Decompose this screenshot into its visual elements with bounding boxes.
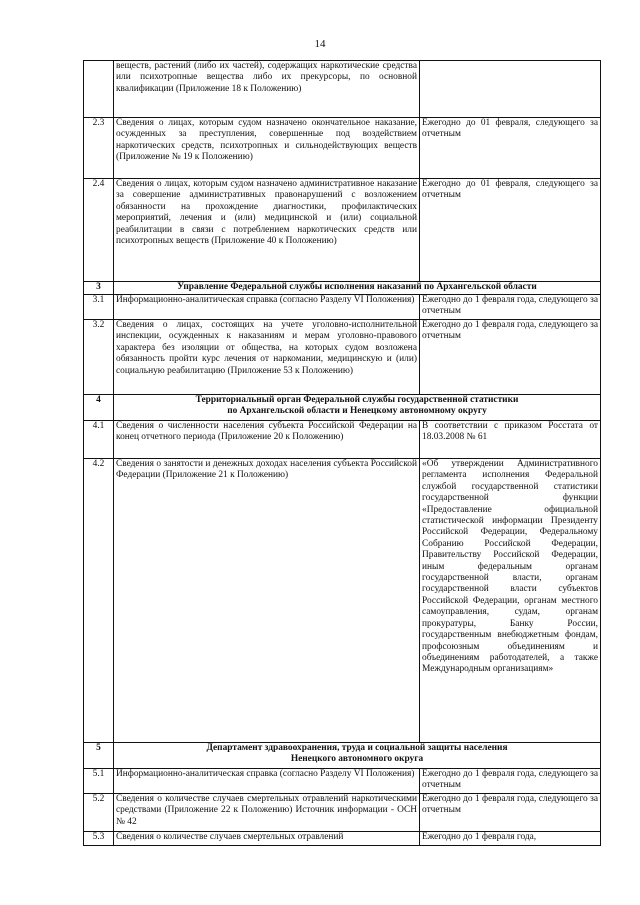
row-description: Сведения о лицах, которым судом назначено административное наказание за совершение административных правонарушений с возложением обязанности на прохождение диагностики, профилактических мероприятий, лечения и (или) медицинской и (или) социальной реабилитации в связи с потреблением наркотических средств или психотропных веществ (Приложение 40 к Положению) bbox=[114, 179, 420, 282]
row-period bbox=[420, 61, 601, 118]
table-row bbox=[84, 61, 601, 118]
row-period: Ежегодно до 01 февраля, следующего за отчетным bbox=[420, 118, 601, 179]
section-title: Управление Федеральной службы исполнения наказаний по Архангельской области bbox=[114, 282, 601, 295]
table-row bbox=[84, 421, 601, 459]
row-period: Ежегодно до 01 февраля, следующего за отчетным bbox=[420, 179, 601, 282]
row-period: В соответствии с приказом Росстата от 18.03.2008 № 61 bbox=[420, 421, 601, 459]
row-number: 5.1 bbox=[84, 769, 114, 794]
table-row bbox=[84, 794, 601, 832]
row-description: Сведения о количестве случаев смертельных отравлений bbox=[114, 832, 420, 846]
row-description: Информационно-аналитическая справка (согласно Разделу VI Положения) bbox=[114, 769, 420, 794]
row-number: 5.3 bbox=[84, 832, 114, 846]
row-description: Сведения о количестве случаев смертельных отравлений наркотическими средствами (Приложение 22 к Положению) Источник информации - ОСН № 42 bbox=[114, 794, 420, 832]
section-row bbox=[84, 282, 601, 295]
row-description: Сведения о занятости и денежных доходах населения субъекта Российской Федерации (Приложение 21 к Положению) bbox=[114, 459, 420, 743]
row-period: Ежегодно до 1 февраля года, следующего за отчетным bbox=[420, 769, 601, 794]
table-row bbox=[84, 769, 601, 794]
section-title bbox=[114, 395, 601, 421]
table-row bbox=[84, 459, 601, 743]
section-title-line-1: Территориальный орган Федеральной службы государственной статистики bbox=[195, 395, 519, 405]
section-title bbox=[114, 743, 601, 769]
row-number: 3.2 bbox=[84, 320, 114, 395]
row-period: «Об утверждении Административного регламента исполнения Федеральной службой государственной статистики государственной функции «Предоставление официальной статистической информации Президенту Российской Федерации, Федеральному Собранию Российской Федерации, Правительству Российской Федерации, иным федеральным органам государственной власти, органам государственной власти субъектов Российской Федерации, органам местного самоуправления, судам, органам прокуратуры, Банку России, государственным внебюджетным фондам, профсоюзным объединениям и объединениям работодателей, а также Международным организациям» bbox=[420, 459, 601, 743]
row-description: Сведения о численности населения субъекта Российской Федерации на конец отчетного периода (Приложение 20 к Положению) bbox=[114, 421, 420, 459]
row-number: 4.2 bbox=[84, 459, 114, 743]
table-row bbox=[84, 295, 601, 320]
section-number: 3 bbox=[84, 282, 114, 295]
section-number: 4 bbox=[84, 395, 114, 421]
page-number: 14 bbox=[314, 38, 326, 50]
section-title-line-1: Департамент здравоохранения, труда и социальной защиты населения bbox=[206, 743, 508, 753]
table-row bbox=[84, 832, 601, 846]
row-period: Ежегодно до 1 февраля года, следующего за отчетным bbox=[420, 320, 601, 395]
row-number: 3.1 bbox=[84, 295, 114, 320]
row-period: Ежегодно до 1 февраля года, bbox=[420, 832, 601, 846]
section-title-line-2: по Архангельской области и Ненецкому автономному округу bbox=[227, 406, 487, 417]
row-number: 4.1 bbox=[84, 421, 114, 459]
table-row bbox=[84, 179, 601, 282]
row-description: Информационно-аналитическая справка (согласно Разделу VI Положения) bbox=[114, 295, 420, 320]
row-description: Сведения о лицах, которым судом назначено окончательное наказание, осужденных за преступления, совершенные под воздействием наркотических средств, психотропных и сильнодействующих веществ (Приложение № 19 к Положению) bbox=[114, 118, 420, 179]
row-period: Ежегодно до 1 февраля года, следующего за отчетным bbox=[420, 295, 601, 320]
table-row bbox=[84, 118, 601, 179]
row-number: 5.2 bbox=[84, 794, 114, 832]
section-row bbox=[84, 743, 601, 769]
row-period: Ежегодно до 1 февраля года, следующего за отчетным bbox=[420, 794, 601, 832]
section-row bbox=[84, 395, 601, 421]
report-table bbox=[83, 60, 601, 846]
row-description: веществ, растений (либо их частей), содержащих наркотические средства или психотропные вещества либо их прекурсоры, по основной квалификации (Приложение 18 к Положению) bbox=[114, 61, 420, 118]
row-number: 2.4 bbox=[84, 179, 114, 282]
section-number: 5 bbox=[84, 743, 114, 769]
row-number: 2.3 bbox=[84, 118, 114, 179]
section-title-line-2: Ненецкого автономного округа bbox=[290, 754, 424, 765]
row-number bbox=[84, 61, 114, 118]
row-description: Сведения о лицах, состоящих на учете уголовно-исполнительной инспекции, осужденных к наказаниям и мерам уголовно-правового характера без изоляции от общества, на которых судом возложена обязанность пройти курс лечения от наркомании, медицинскую и (или) социальную реабилитацию (Приложение 53 к Положению) bbox=[114, 320, 420, 395]
table-row bbox=[84, 320, 601, 395]
